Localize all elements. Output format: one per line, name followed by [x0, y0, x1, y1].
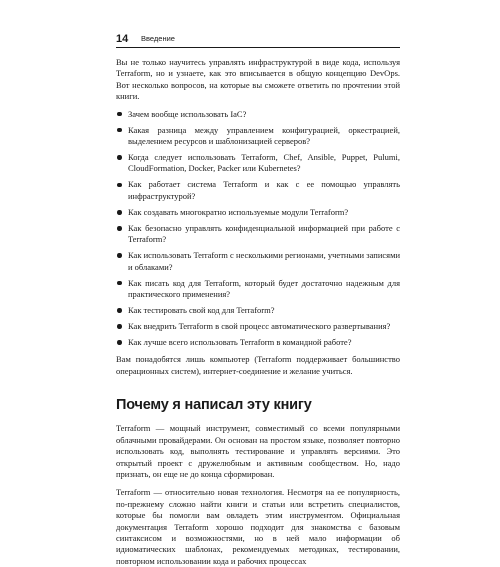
list-item — [116, 337, 400, 348]
list-item — [116, 305, 400, 316]
list-item-text: Как работает система Terraform и как с ее помощью управлять инфраструктурой? — [128, 179, 400, 201]
bullet-icon — [117, 340, 122, 345]
list-item — [116, 250, 400, 273]
list-item-text: Как внедрить Terraform в свой процесс автоматического развертывания? — [128, 321, 391, 332]
page-number: 14 — [116, 33, 129, 45]
bullet-icon — [117, 128, 122, 133]
bullet-icon — [117, 210, 122, 215]
list-item-text: Зачем вообще использовать IaC? — [128, 108, 247, 119]
list-item-text: Как писать код для Terraform, который будет достаточно надежным для практического применения? — [128, 277, 400, 300]
list-item — [116, 179, 400, 202]
bullet-icon — [117, 324, 122, 329]
list-item — [116, 223, 400, 246]
list-item — [116, 152, 400, 175]
outro-paragraph: Вам понадобятся лишь компьютер (Terraform поддерживает большинство операционных систем), интернет-соединение и желание учиться. — [116, 354, 400, 376]
section-paragraph: Terraform — относительно новая технология. Несмотря на ее популярность, по-прежнему сложно найти книги и статьи или встретить специалистов, которые бы помогли вам овладеть этим инструментом. Официальная документация Terraform хорошо подходит для знакомства с базовым синтаксисом и возможностями, но в ней мало информации об идиоматических шаблонах, рекомендуемых методиках, тестировании, повторном использовании кода и рабочих процессах — [116, 487, 400, 566]
chapter-title: Введение — [141, 34, 175, 43]
header-rule — [116, 47, 400, 48]
bullet-icon — [117, 155, 122, 160]
questions-list — [116, 109, 400, 349]
bullet-icon — [117, 226, 122, 231]
list-item-text: Какая разница между управлением конфигурацией, оркестрацией, выделением ресурсов и шаблонизацией серверов? — [128, 124, 400, 147]
list-item-text: Как создавать многократно используемые модули Terraform? — [128, 206, 349, 217]
list-item-text: Как использовать Terraform с несколькими регионами, учетными записями и облаками? — [128, 250, 400, 272]
list-item — [116, 207, 400, 218]
list-item — [116, 321, 400, 332]
bullet-icon — [117, 308, 122, 313]
list-item-text: Как лучше всего использовать Terraform в командной работе? — [128, 337, 352, 348]
list-item — [116, 109, 400, 120]
list-item — [116, 278, 400, 301]
section-paragraph: Terraform — мощный инструмент, совместимый со всеми популярными облачными провайдерами. Он основан на простом языке, позволяет повторно использовать код, выполнять тестирование и управлять версиями. Это открытый проект с дружелюбным и активным сообществом. Но, надо признать, он еще не до конца сформирован. — [116, 423, 400, 479]
bullet-icon — [117, 253, 122, 258]
running-header — [116, 33, 400, 45]
intro-paragraph: Вы не только научитесь управлять инфраструктурой в виде кода, используя Terraform, но и узнаете, как это вписывается в общую концепцию DevOps. Вот несколько вопросов, на которые вы сможете ответить по прочтении этой книги. — [116, 57, 400, 102]
bullet-icon — [117, 183, 122, 188]
section-heading: Почему я написал эту книгу — [116, 397, 312, 414]
bullet-icon — [117, 112, 122, 117]
list-item — [116, 125, 400, 148]
list-item-text: Как тестировать свой код для Terraform? — [128, 305, 275, 316]
list-item-text: Как безопасно управлять конфиденциальной информацией при работе с Terraform? — [128, 222, 400, 245]
page-body — [116, 57, 400, 567]
bullet-icon — [117, 281, 122, 286]
list-item-text: Когда следует использовать Terraform, Chef, Ansible, Puppet, Pulumi, CloudFormation, Docker, Packer или Kubernetes? — [128, 152, 400, 174]
